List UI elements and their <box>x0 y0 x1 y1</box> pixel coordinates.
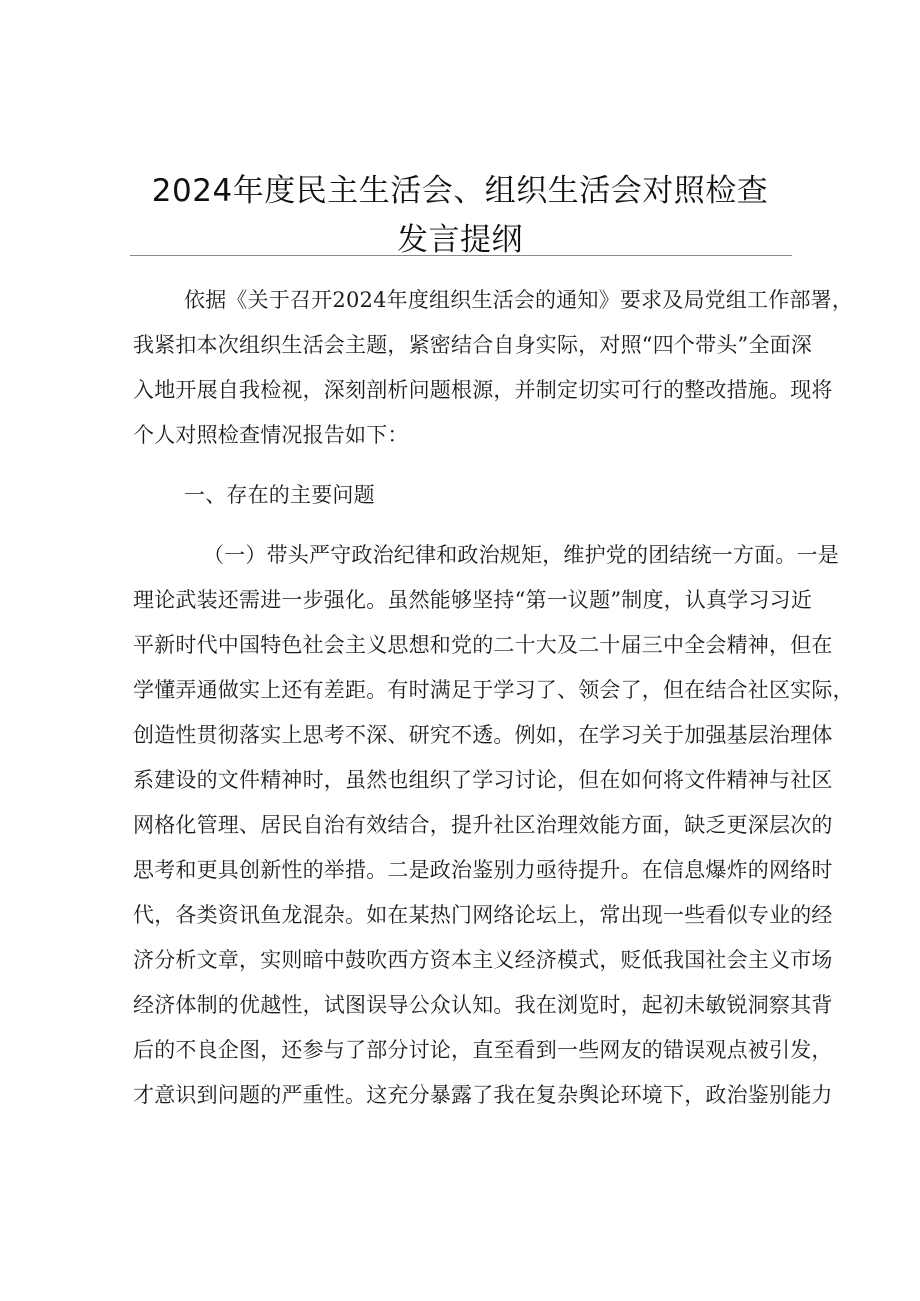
section-heading: 一、存在的主要问题 <box>184 483 375 507</box>
body-line: 经济体制的优越性，试图误导公众认知。我在浏览时，起初未敏锐洞察其背 <box>133 993 833 1017</box>
body-line: 学懂弄通做实上还有差距。有时满足于学习了、领会了，但在结合社区实际， <box>133 678 854 702</box>
body-line: 济分析文章，实则暗中鼓吹西方资本主义经济模式，贬低我国社会主义市场 <box>133 948 833 972</box>
body-line: 代，各类资讯鱼龙混杂。如在某热门网络论坛上，常出现一些看似专业的经 <box>133 903 833 927</box>
document-title-line-1: 2024年度民主生活会、组织生活会对照检查 <box>151 173 769 209</box>
title-divider <box>130 255 792 256</box>
body-line: 思考和更具创新性的举措。二是政治鉴别力亟待提升。在信息爆炸的网络时 <box>133 858 833 882</box>
body-line: 系建设的文件精神时，虽然也组织了学习讨论，但在如何将文件精神与社区 <box>133 768 833 792</box>
body-line: 才意识到问题的严重性。这充分暴露了我在复杂舆论环境下，政治鉴别能力 <box>133 1083 833 1107</box>
body-line: 平新时代中国特色社会主义思想和党的二十大及二十届三中全会精神，但在 <box>133 633 833 657</box>
intro-line: 依据《关于召开2024年度组织生活会的通知》要求及局党组工作部署， <box>184 288 854 312</box>
body-line: 创造性贯彻落实上思考不深、研究不透。例如，在学习关于加强基层治理体 <box>133 723 833 747</box>
body-line: （一）带头严守政治纪律和政治规矩，维护党的团结统一方面。一是 <box>203 543 839 567</box>
intro-line: 入地开展自我检视，深刻剖析问题根源，并制定切实可行的整改措施。现将 <box>133 378 833 402</box>
body-line: 理论武装还需进一步强化。虽然能够坚持“第一议题”制度，认真学习习近 <box>133 588 813 612</box>
document-title-line-2: 发言提纲 <box>397 222 523 258</box>
body-line: 网格化管理、居民自治有效结合，提升社区治理效能方面，缺乏更深层次的 <box>133 813 833 837</box>
body-line: 后的不良企图，还参与了部分讨论，直至看到一些网友的错误观点被引发， <box>133 1038 833 1062</box>
intro-line: 我紧扣本次组织生活会主题，紧密结合自身实际，对照“四个带头”全面深 <box>133 333 813 357</box>
intro-line: 个人对照检查情况报告如下： <box>133 423 409 447</box>
